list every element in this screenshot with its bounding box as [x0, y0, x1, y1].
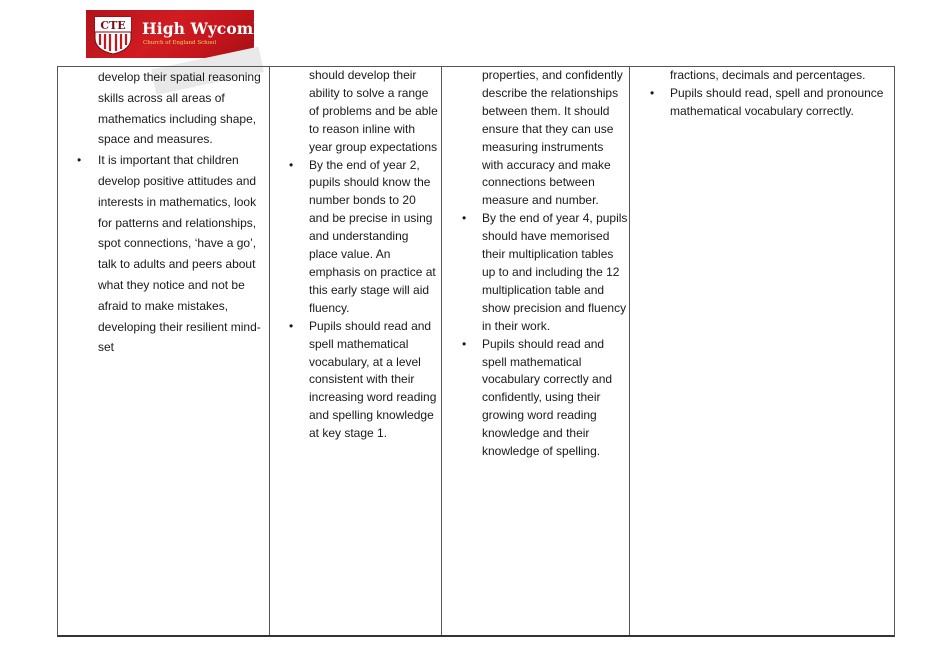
list-item-text: Pupils should read, spell and pronounce mathematical vocabulary correctly.: [670, 85, 884, 118]
bullet-list: [289, 67, 439, 443]
bullet-icon: •: [289, 318, 294, 333]
list-item-text: Pupils should read and spell mathematical vocabulary, at a level consistent with their increasing word reading and spelling knowledge at key stage 1.: [309, 318, 437, 441]
list-item-text: should develop their ability to solve a range of problems and be able to reason inline with year group expectations: [309, 68, 438, 154]
bullet-icon: •: [650, 85, 655, 100]
logo-title: High Wycombe: [142, 19, 275, 38]
school-logo: [86, 10, 275, 58]
curriculum-table: [57, 66, 895, 637]
list-item-text: Pupils should read and spell mathematical vocabulary correctly and confidently, using their growing word reading knowledge and their knowledge of spelling.: [482, 336, 613, 459]
list-item-text: develop their spatial reasoning skills across all areas of mathematics including shape, space and measures.: [98, 70, 261, 147]
bullet-list: [462, 67, 628, 461]
bullet-icon: •: [289, 157, 294, 172]
list-item-text: By the end of year 2, pupils should know the number bonds to 20 and be precise in using and understanding place value. An emphasis on practice at this early stage will aid fluency.: [309, 157, 436, 315]
bullet-icon: •: [462, 336, 467, 351]
list-item-text: fractions, decimals and percentages.: [670, 68, 866, 82]
list-item: [650, 85, 895, 121]
table-column: [441, 67, 629, 635]
list-item: [462, 336, 628, 461]
list-item-text: It is important that children develop positive attitudes and interests in mathematics, look for patterns and relationships, spot connections, ‘have a go’, talk to adults and peers about what they notice and not be afraid to make mistakes, developing their resilient mind-set: [98, 153, 261, 355]
table-column: [629, 67, 894, 635]
list-item: [289, 318, 439, 443]
bullet-icon: •: [77, 153, 82, 168]
list-item: [462, 210, 628, 335]
shield-crest-icon: [93, 14, 133, 55]
list-item: [77, 150, 266, 358]
list-item: [98, 67, 266, 150]
list-item: [309, 67, 439, 157]
list-item: [482, 67, 628, 210]
list-item-text: properties, and confidently describe the relationships between them. It should ensure that they can use measuring instruments with accuracy and make connections between measure and number.: [482, 68, 623, 208]
list-item: [670, 67, 895, 85]
bullet-list: [77, 67, 266, 358]
logo-monogram: CTE: [100, 19, 126, 32]
bullet-icon: •: [462, 211, 467, 226]
table-column: [269, 67, 441, 635]
list-item: [289, 157, 439, 318]
table-column: [58, 67, 269, 635]
bullet-list: [650, 67, 895, 121]
logo-subtitle: Church of England School: [143, 40, 217, 46]
list-item-text: By the end of year 4, pupils should have memorised their multiplication tables up to and including the 12 multiplication table and show precision and fluency in their work.: [482, 211, 628, 333]
